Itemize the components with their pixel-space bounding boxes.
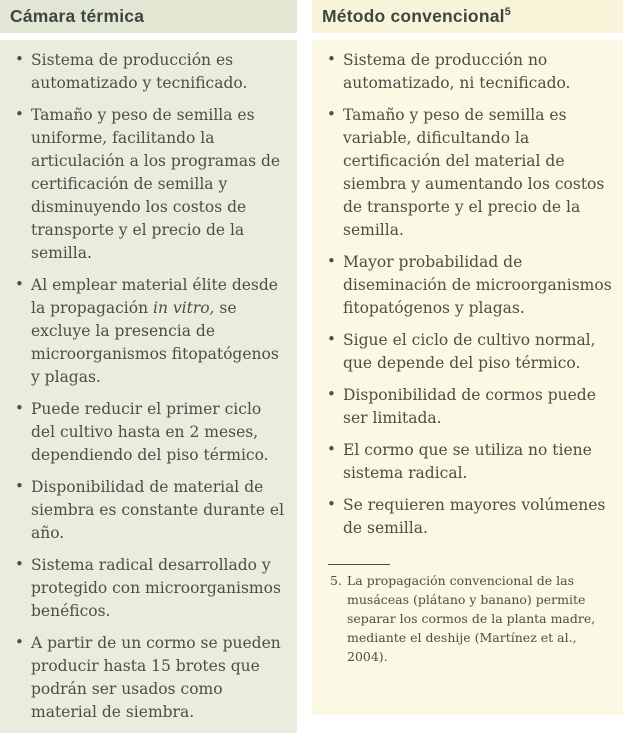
list-item-text: Sistema radical desarrollado y protegido con microorganismos benéficos. — [31, 556, 281, 620]
list-item — [326, 439, 613, 485]
footnote-text: La propagación convencional de las musáceas (plátano y banano) permite separar los cormos de la planta madre, mediante el deshije (Martínez et al., 2004). — [347, 573, 596, 664]
footnote — [326, 564, 613, 666]
list-item-text: Sistema de producción es automatizado y tecnificado. — [31, 51, 248, 92]
list-item-text: Mayor probabilidad de diseminación de microorganismos fitopatógenos y plagas. — [343, 253, 612, 317]
list-item — [14, 104, 287, 265]
list-item — [326, 384, 613, 430]
list-item — [326, 251, 613, 320]
bullet-icon: • — [15, 105, 24, 123]
list-item — [326, 494, 613, 540]
list-item — [326, 104, 613, 242]
bullet-icon: • — [15, 555, 24, 573]
footnote-reference: 5 — [504, 6, 511, 19]
latin-term: in vitro, — [153, 299, 215, 317]
list-item — [14, 274, 287, 389]
bullet-icon: • — [327, 252, 336, 270]
bullet-icon: • — [15, 275, 24, 293]
list-item-text: Sistema de producción no automatizado, ni tecnificado. — [343, 51, 571, 92]
bullet-icon: • — [327, 50, 336, 68]
list-item — [14, 632, 287, 724]
list-item-text: Disponibilidad de material de siembra es constante durante el año. — [31, 478, 285, 542]
list-item-text: Disponibilidad de cormos puede ser limitada. — [343, 386, 596, 427]
column-title: Método convencional$^5$ — [322, 6, 511, 26]
list-item-text: Sigue el ciclo de cultivo normal, que depende del piso térmico. — [343, 331, 596, 372]
bullet-icon: • — [327, 105, 336, 123]
list-item — [326, 329, 613, 375]
list-item-text: Tamaño y peso de semilla es uniforme, facilitando la articulación a los programas de certificación de semilla y disminuyendo los costos de transporte y el precio de la semilla. — [31, 106, 281, 262]
header-body-divider — [312, 33, 623, 40]
column-body — [312, 40, 623, 715]
bullet-list — [14, 49, 287, 724]
list-item — [14, 49, 287, 95]
bullet-icon: • — [15, 399, 24, 417]
list-item — [14, 476, 287, 545]
bullet-icon: • — [327, 495, 336, 513]
list-item-text: A partir de un cormo se pueden producir hasta 15 brotes que podrán ser usados como material de siembra. — [31, 634, 281, 721]
bullet-icon: • — [327, 385, 336, 403]
bullet-icon: • — [327, 440, 336, 458]
list-item-text: Al emplear material élite desde la propagación in vitro, se excluye la presencia de microorganismos fitopatógenos y plagas. — [31, 276, 279, 386]
list-item — [326, 49, 613, 95]
bullet-list — [326, 49, 613, 540]
list-item-text: Puede reducir el primer ciclo del cultivo hasta en 2 meses, dependiendo del piso térmico. — [31, 400, 269, 464]
footnote-number: 5. — [330, 573, 342, 588]
list-item — [14, 554, 287, 623]
column-header-metodo-convencional — [312, 0, 623, 33]
list-item-text: Tamaño y peso de semilla es variable, dificultando la certificación del material de siembra y aumentando los costos de transporte y el precio de la semilla. — [343, 106, 605, 239]
header-body-divider — [0, 33, 297, 40]
bullet-icon: • — [15, 50, 24, 68]
column-body — [0, 40, 297, 733]
column-camara-termica — [0, 0, 297, 721]
column-metodo-convencional — [312, 0, 623, 715]
bullet-icon: • — [15, 633, 24, 651]
column-header-camara-termica — [0, 0, 297, 33]
bullet-icon: • — [15, 477, 24, 495]
column-title: Cámara térmica — [10, 6, 145, 26]
list-item — [14, 398, 287, 467]
bullet-icon: • — [327, 330, 336, 348]
list-item-text: El cormo que se utiliza no tiene sistema radical. — [343, 441, 592, 482]
footnote-divider — [328, 564, 390, 565]
list-item-text: Se requieren mayores volúmenes de semilla. — [343, 496, 606, 537]
